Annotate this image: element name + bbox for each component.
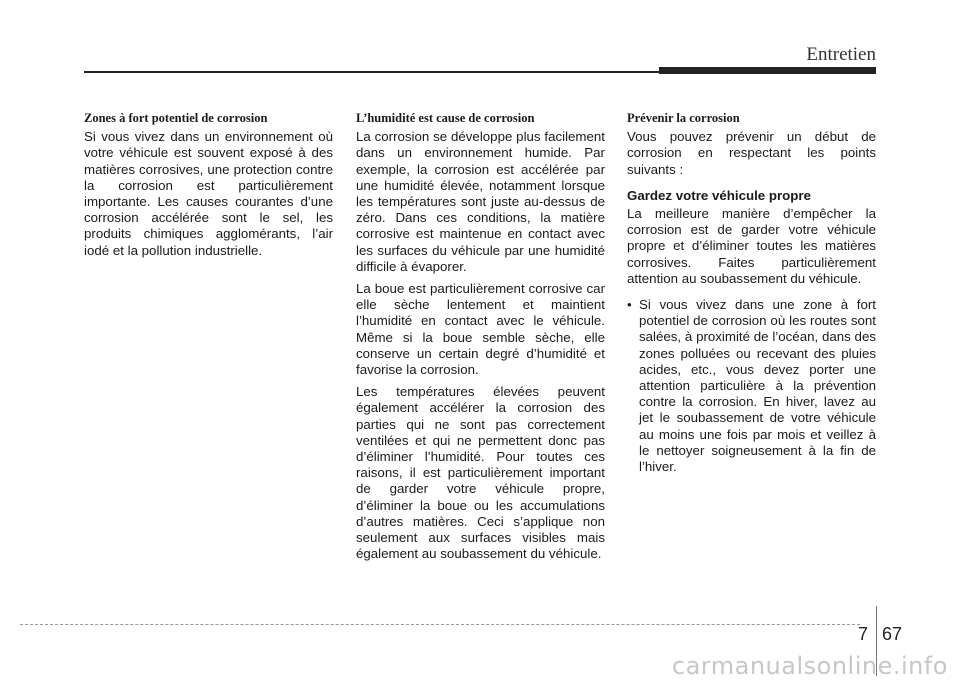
column-left — [84, 110, 333, 265]
list-item — [627, 297, 876, 475]
footer-divider — [20, 624, 860, 625]
paragraph: Si vous vivez dans un environnement où votre véhicule est souvent exposé à des matières corrosives, une protection contre la corrosion est particulièrement importante. Les causes courantes d’une corrosion accélérée sont le sel, les produits chimiques agglomérants, l’air iodé et la pollution industrielle. — [84, 129, 333, 258]
bullet-icon: • — [627, 297, 632, 313]
heading-corrosion-zones: Zones à fort potentiel de corrosion — [84, 111, 268, 125]
header-rule — [84, 71, 659, 73]
column-middle — [356, 110, 605, 568]
section-title: Entretien — [806, 44, 876, 65]
paragraph: La corrosion se développe plus facilement dans un environnement humide. Par exemple, la corrosion est accélérée par une humidité élevée, notamment lorsque les températures sont juste au-dessus de zéro. Dans ces conditions, la matière corrosive est maintenue en contact avec les surfaces du véhicule par une humidité difficile à évaporer. — [356, 129, 605, 274]
heading-prevent-corrosion: Prévenir la corrosion — [627, 111, 740, 125]
paragraph: Les températures élevées peuvent également accélérer la corrosion des parties qui ne sont pas correctement ventilées et qui ne permettent donc pas d’éliminer l’humidité. Pour toutes ces raisons, il est particulièrement important de garder votre véhicule propre, d’éliminer la boue ou les accumulations d’autres matières. Ceci s’applique non seulement aux surfaces visibles mais également au soubassement du véhicule. — [356, 384, 605, 562]
page-number: 67 — [882, 624, 903, 644]
paragraph: La boue est particulièrement corrosive car elle sèche lentement et maintient l’humidité en contact avec le véhicule. Même si la boue semble sèche, elle conserve un certain degré d’humidité et favorise la corrosion. — [356, 281, 605, 378]
watermark: carmanualsonline.info — [671, 652, 948, 680]
header-bar — [659, 67, 876, 74]
column-right — [627, 110, 876, 475]
subheading-keep-clean: Gardez votre véhicule propre — [627, 187, 812, 203]
list-item-text: Si vous vivez dans une zone à fort potentiel de corrosion où les routes sont salées, à proximité de l’océan, dans des zones polluées ou recevant des pluies acides, etc., vous devez porter une attention particulière à la prévention contre la corrosion. En hiver, lavez au jet le soubassement de votre véhicule au moins une fois par mois et veillez à le nettoyer soigneusement à la fin de l’hiver. — [639, 297, 876, 475]
paragraph: La meilleure manière d’empêcher la corrosion est de garder votre véhicule propre et d’éliminer toutes les matières corrosives. Faites particulièrement attention au soubassement du véhicule. — [627, 206, 876, 286]
heading-humidity: L’humidité est cause de corrosion — [356, 111, 535, 125]
paragraph: Vous pouvez prévenir un début de corrosion en respectant les points suivants : — [627, 129, 876, 177]
chapter-number: 7 — [857, 624, 868, 644]
